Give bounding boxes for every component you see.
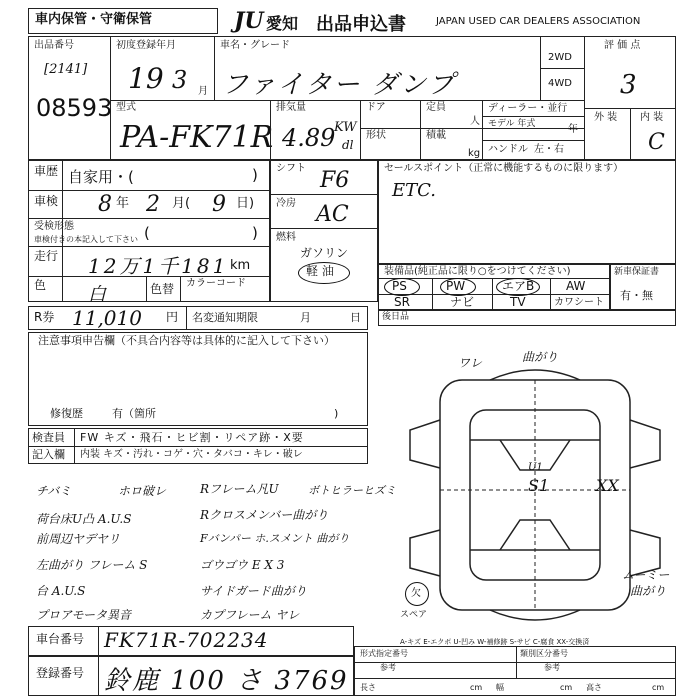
handle-label: ハンドル [488, 144, 528, 155]
equip-ps: PS [392, 279, 407, 293]
model-name-label: 車名・グレード [220, 40, 290, 51]
rating-label: 評 価 点 [604, 40, 641, 51]
inspection-day-unit: 日) [236, 196, 255, 211]
ju-logo: JU [234, 8, 264, 34]
equip-tv: TV [510, 295, 526, 309]
class-number-label: 類別区分番号 [520, 649, 568, 658]
load-label: 積載 [426, 130, 446, 141]
inspection-day: 9 [212, 192, 226, 217]
shift-value: F6 [320, 168, 350, 193]
inspection-year: 8 [98, 192, 112, 217]
rear-seat-label: 後日品 [382, 312, 410, 322]
lot-number: 08593 [36, 94, 113, 122]
aircon-value: AC [316, 202, 349, 227]
registration-year: 19 [128, 62, 164, 95]
inspector-fw: FW キズ・飛石・ヒビ割・リペア跡・X要 [80, 431, 304, 444]
drive-2wd-label: 2WD [548, 52, 572, 63]
mileage-label: 走行 [34, 249, 59, 263]
color-change-label: 色替 [150, 282, 175, 296]
equip-pw-circle [440, 278, 476, 296]
diagram-label-top-left: ワレ [458, 356, 483, 370]
length-label: 長さ [360, 683, 376, 692]
ref-label: 参考 [380, 663, 396, 672]
fuel-gasoline: ガソリン [300, 246, 349, 260]
note-3: Rフレーム凡U [200, 482, 279, 496]
drive-4wd-label: 4WD [548, 78, 572, 89]
diagram-right-note1: ムーミー [622, 568, 670, 582]
history-value: 自家用・( [68, 168, 134, 186]
inspection-year-unit: 年 [116, 196, 130, 211]
receipt-open: ( [144, 224, 150, 242]
note-14: カプフレーム ヤレ [200, 608, 300, 622]
diagram-right-note2: 曲がり [630, 584, 667, 598]
class-ref-label: 参考 [544, 663, 560, 672]
logo-region: 愛知 [266, 14, 299, 33]
interior-label: 内 装 [640, 112, 664, 123]
registration-month-unit: 月 [198, 86, 208, 97]
inspection-label: 車検 [34, 194, 59, 208]
recycle-value: 11,010 [72, 306, 142, 330]
equipment-label: 装備品(純正品に限り○をつけてください) [384, 266, 571, 277]
rear-seat-row [378, 310, 676, 326]
note-6: Rクロスメンバー曲がり [200, 508, 329, 522]
type-value: PA-FK71R [120, 120, 274, 155]
width-label: 幅 [496, 683, 504, 692]
registration-month: 3 [172, 66, 188, 94]
height-unit: cm [652, 683, 665, 692]
history-label: 車歴 [34, 164, 59, 178]
inspection-month: 2 [146, 192, 160, 217]
color-label: 色 [34, 278, 47, 292]
note-13: プロアモータ異音 [36, 608, 132, 622]
receipt-close: ) [252, 224, 258, 242]
note-9: 左曲がり フレーム S [36, 558, 148, 572]
diagram-center-sub: U1 [528, 462, 543, 473]
door-label: ドア [366, 102, 386, 113]
load-unit: kg [468, 148, 481, 159]
spare-mark: 欠 [411, 588, 421, 599]
association-name: JAPAN USED CAR DEALERS ASSOCIATION [436, 16, 641, 27]
year-unit: 年 [568, 124, 578, 135]
receipt-note: 車検付きの本記入して下さい [34, 235, 138, 244]
warranty-value: 有・無 [620, 289, 653, 302]
capacity-unit: 人 [470, 116, 480, 127]
equip-aw: AW [566, 279, 586, 293]
equip-navi: ナビ [450, 295, 475, 309]
repair-close: ) [334, 407, 339, 420]
dealer-label: ディーラー・並行 [488, 103, 568, 114]
exterior-label: 外 装 [594, 112, 618, 123]
recycle-label: R券 [34, 310, 55, 324]
equip-pw: PW [446, 279, 466, 293]
warranty-label: 新車保証書 [614, 267, 660, 277]
model-name-value: ファイター ダンプ [222, 70, 457, 100]
model-year-label: モデル 年式 [488, 119, 536, 129]
lot-label: 出品番号 [34, 40, 74, 51]
length-unit: cm [470, 683, 483, 692]
recycle-unit: 円 [166, 310, 179, 324]
shape-number-label: 形式指定番号 [360, 649, 408, 658]
notes-label: 注意事項申告欄（不具合内容等は具体的に記入して下さい） [38, 334, 335, 347]
chassis-value: FK71R-702234 [104, 628, 269, 652]
diagram-right-mark: XX [596, 476, 619, 495]
note-11: 台 A.U.S [36, 584, 86, 598]
plate-value: 鈴鹿 100 さ 3769 [104, 666, 349, 696]
capacity-label: 定員 [426, 102, 446, 113]
displacement-value: 4.89 [282, 124, 336, 152]
interior-value: C [648, 130, 665, 155]
history-close: ) [252, 166, 258, 184]
damage-legend: A-キズ E-エクボ U-凹み W-補修跡 S-サビ C-腐食 XX-交換済 [400, 638, 590, 646]
tax-month-unit: 月 [300, 311, 311, 324]
inspector-label: 検査員 [32, 431, 65, 444]
aircon-label: 冷房 [276, 198, 296, 209]
note-5: 荷台床U凸 A.U.S [36, 512, 132, 526]
color-value: 白 [88, 284, 106, 305]
type-label: 型式 [116, 102, 136, 113]
note-1: チバミ [36, 484, 72, 498]
note-8: Fバンパー ホ.スメント 曲がり [200, 532, 350, 545]
lot-sub-number: [2141] [44, 62, 88, 77]
handle-value: 左・右 [534, 144, 564, 155]
displacement-unit-dl: dl [342, 138, 354, 152]
note-7: 前周辺ヤデヤリ [36, 532, 121, 546]
height-label: 高さ [586, 683, 602, 692]
inspector-entry-label: 記入欄 [32, 448, 65, 461]
form-title: 出品申込書 [316, 14, 406, 35]
equip-sr: SR [394, 295, 410, 309]
diagram-label-top-right: 曲がり [522, 350, 559, 364]
chassis-label: 車台番号 [36, 632, 85, 646]
note-2: ホロ破レ [118, 484, 167, 498]
inspection-month-unit: 月( [172, 196, 191, 211]
equip-airbag-circle [496, 278, 540, 296]
width-unit: cm [560, 683, 573, 692]
shape-label: 形状 [366, 130, 386, 141]
fuel-label: 燃料 [276, 232, 296, 243]
registration-label: 初度登録年月 [116, 40, 176, 51]
displacement-unit-kw: KW [334, 120, 357, 135]
receipt-label: 受検形態 [34, 221, 74, 232]
storage-box [28, 8, 218, 34]
diagram-center: S1 [528, 476, 550, 495]
equip-leather: カワシート [554, 297, 604, 308]
displacement-label: 排気量 [276, 102, 306, 113]
repair-label: 修復歴 [50, 407, 83, 420]
tax-label: 名変通知期限 [192, 311, 258, 324]
inspector-interior: 内装 キズ・汚れ・コゲ・穴・タバコ・キレ・破レ [80, 449, 303, 460]
tax-day-unit: 日 [350, 311, 361, 324]
mileage-value: 12万1千181 [88, 254, 229, 278]
selling-points-box [378, 160, 676, 264]
fuel-diesel: 軽 油 [306, 264, 334, 278]
mileage-unit: km [230, 258, 251, 273]
equip-ps-circle [384, 278, 420, 296]
equip-airbag: エアB [502, 279, 535, 293]
spare-label: スペア [400, 610, 428, 620]
selling-points-value: ETC. [392, 180, 436, 201]
note-10: ゴウゴウ E X 3 [200, 558, 285, 572]
note-4: ボトヒラーヒズミ [308, 484, 396, 497]
plate-label: 登録番号 [36, 666, 85, 680]
note-12: サイドガード曲がり [200, 584, 307, 598]
storage-label: 車内保管・守衛保管 [35, 12, 153, 27]
repair-value: 有（箇所 [112, 407, 156, 420]
selling-points-label: セールスポイント（正常に機能するものに限ります） [384, 163, 624, 174]
shift-label: シフト [276, 163, 306, 174]
color-code-label: カラーコード [186, 278, 246, 289]
rating-score: 3 [620, 70, 637, 100]
